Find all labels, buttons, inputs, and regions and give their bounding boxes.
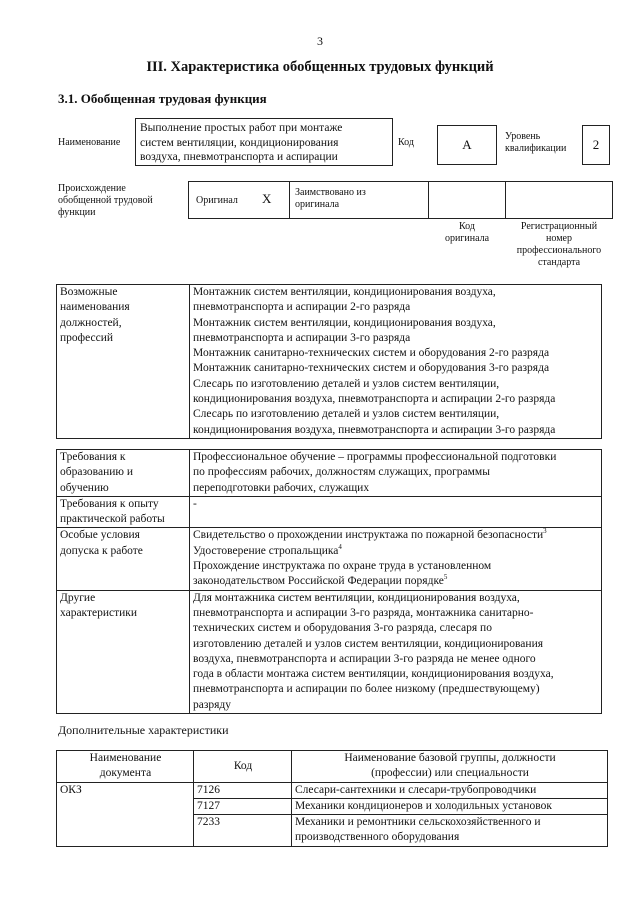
gtf-level-label-line: Уровень (505, 131, 541, 142)
origin-reg-caption-line: номер (546, 233, 572, 244)
gtf-level-label (505, 131, 566, 155)
position-line: пневмотранспорта и аспирации 3-го разряда (193, 331, 411, 344)
other-line: разряду (193, 698, 232, 711)
origin-label (58, 183, 153, 219)
gtf-level-box (582, 125, 610, 165)
experience-value: - (190, 496, 602, 528)
education-line: Профессиональное обучение – программы профессиональной подготовки (193, 451, 557, 463)
other-line: Для монтажника систем вентиляции, кондиционирования воздуха, (193, 591, 520, 604)
origin-borrowed-line: Заимствовано из (295, 187, 366, 198)
other-line: года в области монтажа систем вентиляции, кондиционирования воздуха, (193, 668, 554, 681)
conditions-text: Удостоверение стропальщика (193, 544, 339, 557)
header-group (292, 751, 608, 783)
conditions-line (193, 574, 599, 589)
conditions-line: Прохождение инструктажа по охране труда в установленном (193, 560, 492, 573)
conditions-label-line: Особые условия (60, 529, 140, 542)
positions-table (56, 284, 602, 439)
footnote-ref[interactable]: 3 (543, 527, 547, 536)
other-line: воздуха, пневмотранспорта и аспирации 3-го разряда не менее одного (193, 652, 536, 665)
gtf-name-label: Наименование (58, 137, 121, 148)
origin-reg-caption-line: профессионального (516, 245, 602, 256)
section-title: III. Характеристика обобщенных трудовых функций (146, 59, 494, 75)
gtf-name-box (135, 118, 393, 166)
position-line: Монтажник систем вентиляции, кондиционирования воздуха, (193, 286, 496, 298)
requirements-row-experience (57, 496, 602, 528)
origin-reg-caption (500, 221, 618, 269)
position-line: кондиционирования воздуха, пневмотранспорта и аспирации 3-го разряда (193, 423, 556, 436)
gtf-name-line: систем вентиляции, кондиционирования (140, 136, 339, 149)
origin-label-line: функции (58, 207, 96, 218)
page-number: 3 (317, 34, 323, 48)
conditions-text: законодательством Российской Федерации порядке (193, 575, 444, 588)
additional-table (56, 750, 608, 847)
positions-label-line: наименования (60, 301, 130, 314)
origin-table (188, 181, 613, 219)
header-doc-line: Наименование (89, 752, 162, 764)
gtf-level-label-line: квалификации (505, 143, 567, 154)
origin-divider (428, 181, 429, 219)
code-cell: 7233 (194, 815, 292, 847)
conditions-line (193, 544, 599, 559)
conditions-text: Свидетельство о прохождении инструктажа по пожарной безопасности (193, 529, 544, 542)
other-label-line: характеристики (60, 606, 138, 619)
other-line: пневмотранспорта и аспирации 3-го разряда, монтажника санитарно- (193, 606, 534, 619)
position-line: Слесарь по изготовлению деталей и узлов систем вентиляции, (193, 377, 500, 390)
positions-label-line: Возможные (60, 286, 118, 298)
experience-label-line: Требования к опыту (60, 497, 159, 510)
header-code: Код (194, 751, 292, 783)
positions-label-line: должностей, (60, 316, 122, 329)
subsection-title: 3.1. Обобщенная трудовая функция (58, 91, 267, 106)
education-label-line: Требования к (60, 451, 126, 463)
group-name-line: Механики и ремонтники сельскохозяйственного и (295, 816, 541, 829)
origin-borrowed-label (295, 187, 366, 211)
origin-divider (505, 181, 506, 219)
requirements-table (56, 449, 602, 714)
education-label-line: образованию и (60, 466, 133, 479)
group-name-cell (292, 798, 608, 814)
other-value (190, 590, 602, 713)
origin-label-line: Происхождение (58, 183, 126, 194)
education-line: переподготовки рабочих, служащих (193, 481, 370, 494)
positions-values (190, 285, 602, 439)
footnote-ref[interactable]: 5 (443, 573, 448, 582)
experience-label-line: практической работы (60, 513, 165, 526)
origin-borrowed-line: оригинала (295, 199, 340, 210)
table-row (57, 782, 608, 798)
gtf-code-box (437, 125, 497, 165)
position-line: Монтажник санитарно-технических систем и оборудования 3-го разряда (193, 362, 550, 375)
footnote-ref[interactable]: 4 (338, 542, 342, 551)
origin-original-mark: X (262, 191, 272, 206)
positions-label-line: профессий (60, 331, 114, 344)
group-name-cell (292, 815, 608, 847)
origin-label-line: обобщенной трудовой (58, 195, 153, 206)
requirements-row-education (57, 450, 602, 497)
education-label-line: обучению (60, 481, 109, 494)
origin-code-caption-line: Код (459, 221, 475, 232)
gtf-name-line: воздуха, пневмотранспорта и аспирации (140, 151, 338, 163)
conditions-line (193, 528, 599, 543)
other-label-line: Другие (60, 591, 96, 604)
gtf-level-value: 2 (592, 137, 600, 152)
code-cell: 7126 (194, 782, 292, 798)
gtf-name-line: Выполнение простых работ при монтаже (140, 122, 343, 134)
additional-title: Дополнительные характеристики (58, 723, 229, 737)
position-line: Монтажник санитарно-технических систем и оборудования 2-го разряда (193, 347, 550, 360)
position-line: кондиционирования воздуха, пневмотранспорта и аспирации 2-го разряда (193, 393, 556, 406)
experience-label (57, 496, 190, 528)
gtf-code-label: Код (398, 137, 414, 148)
origin-reg-caption-line: стандарта (537, 257, 581, 268)
code-cell: 7127 (194, 798, 292, 814)
conditions-label-line: допуска к работе (60, 544, 143, 557)
education-line: по профессиям рабочих, должностям служащих, программы (193, 466, 490, 479)
group-name-line: Механики кондиционеров и холодильных установок (295, 799, 552, 812)
other-line: пневмотранспорта и аспирации по более низкому (предшествующему) (193, 683, 540, 696)
requirements-row-other (57, 590, 602, 713)
header-group-line: Наименование базовой группы, должности (344, 752, 556, 764)
other-line: технических систем и оборудования 3-го разряда, слесаря по (193, 622, 492, 635)
header-group-line: (профессии) или специальности (371, 767, 529, 780)
header-doc-line: документа (99, 767, 152, 780)
other-label (57, 590, 190, 713)
gtf-code-value: А (462, 137, 472, 152)
conditions-label (57, 528, 190, 590)
origin-code-caption-line: оригинала (444, 233, 490, 244)
group-name-line: Слесари-сантехники и слесари-трубопроводчики (295, 783, 537, 796)
origin-original-label: Оригинал (196, 195, 238, 206)
position-line: пневмотранспорта и аспирации 2-го разряда (193, 301, 411, 314)
group-name-cell (292, 782, 608, 798)
conditions-value (190, 528, 602, 590)
positions-label (57, 285, 190, 439)
origin-divider (289, 181, 290, 219)
doc-name-cell: ОКЗ (57, 782, 194, 846)
position-line: Слесарь по изготовлению деталей и узлов систем вентиляции, (193, 408, 500, 421)
additional-header-row (57, 751, 608, 783)
education-label (57, 450, 190, 497)
group-name-line: производственного оборудования (295, 831, 460, 844)
position-line: Монтажник систем вентиляции, кондиционирования воздуха, (193, 316, 496, 329)
origin-code-caption (430, 221, 504, 245)
requirements-row-conditions (57, 528, 602, 590)
other-line: изготовлению деталей и узлов систем вентиляции, кондиционирования (193, 637, 544, 650)
header-doc (57, 751, 194, 783)
education-value (190, 450, 602, 497)
origin-reg-caption-line: Регистрационный (520, 221, 598, 232)
